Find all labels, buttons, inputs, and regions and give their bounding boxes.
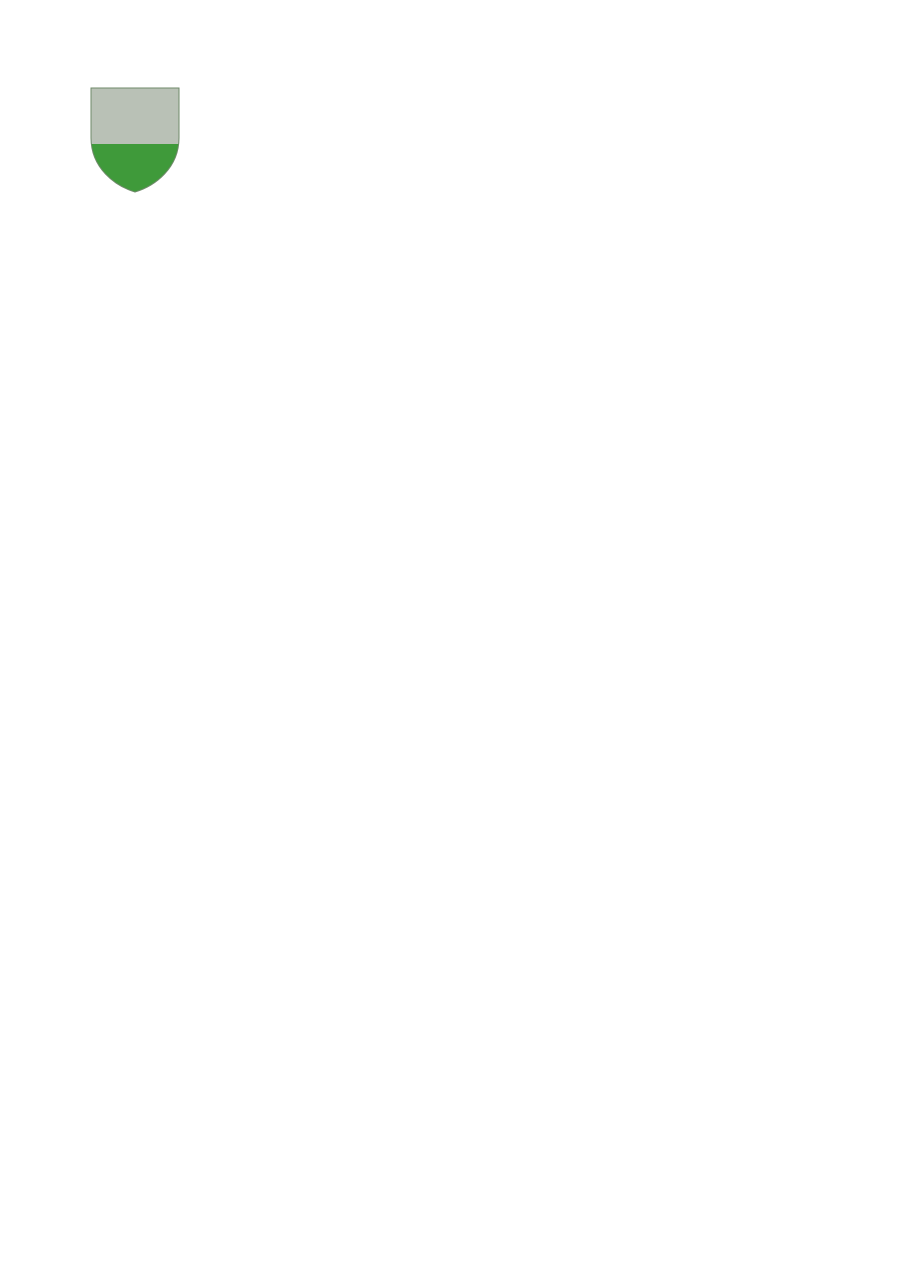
municipal-logo <box>40 80 230 194</box>
document-body <box>118 392 818 406</box>
coat-of-arms-icon <box>89 86 181 194</box>
